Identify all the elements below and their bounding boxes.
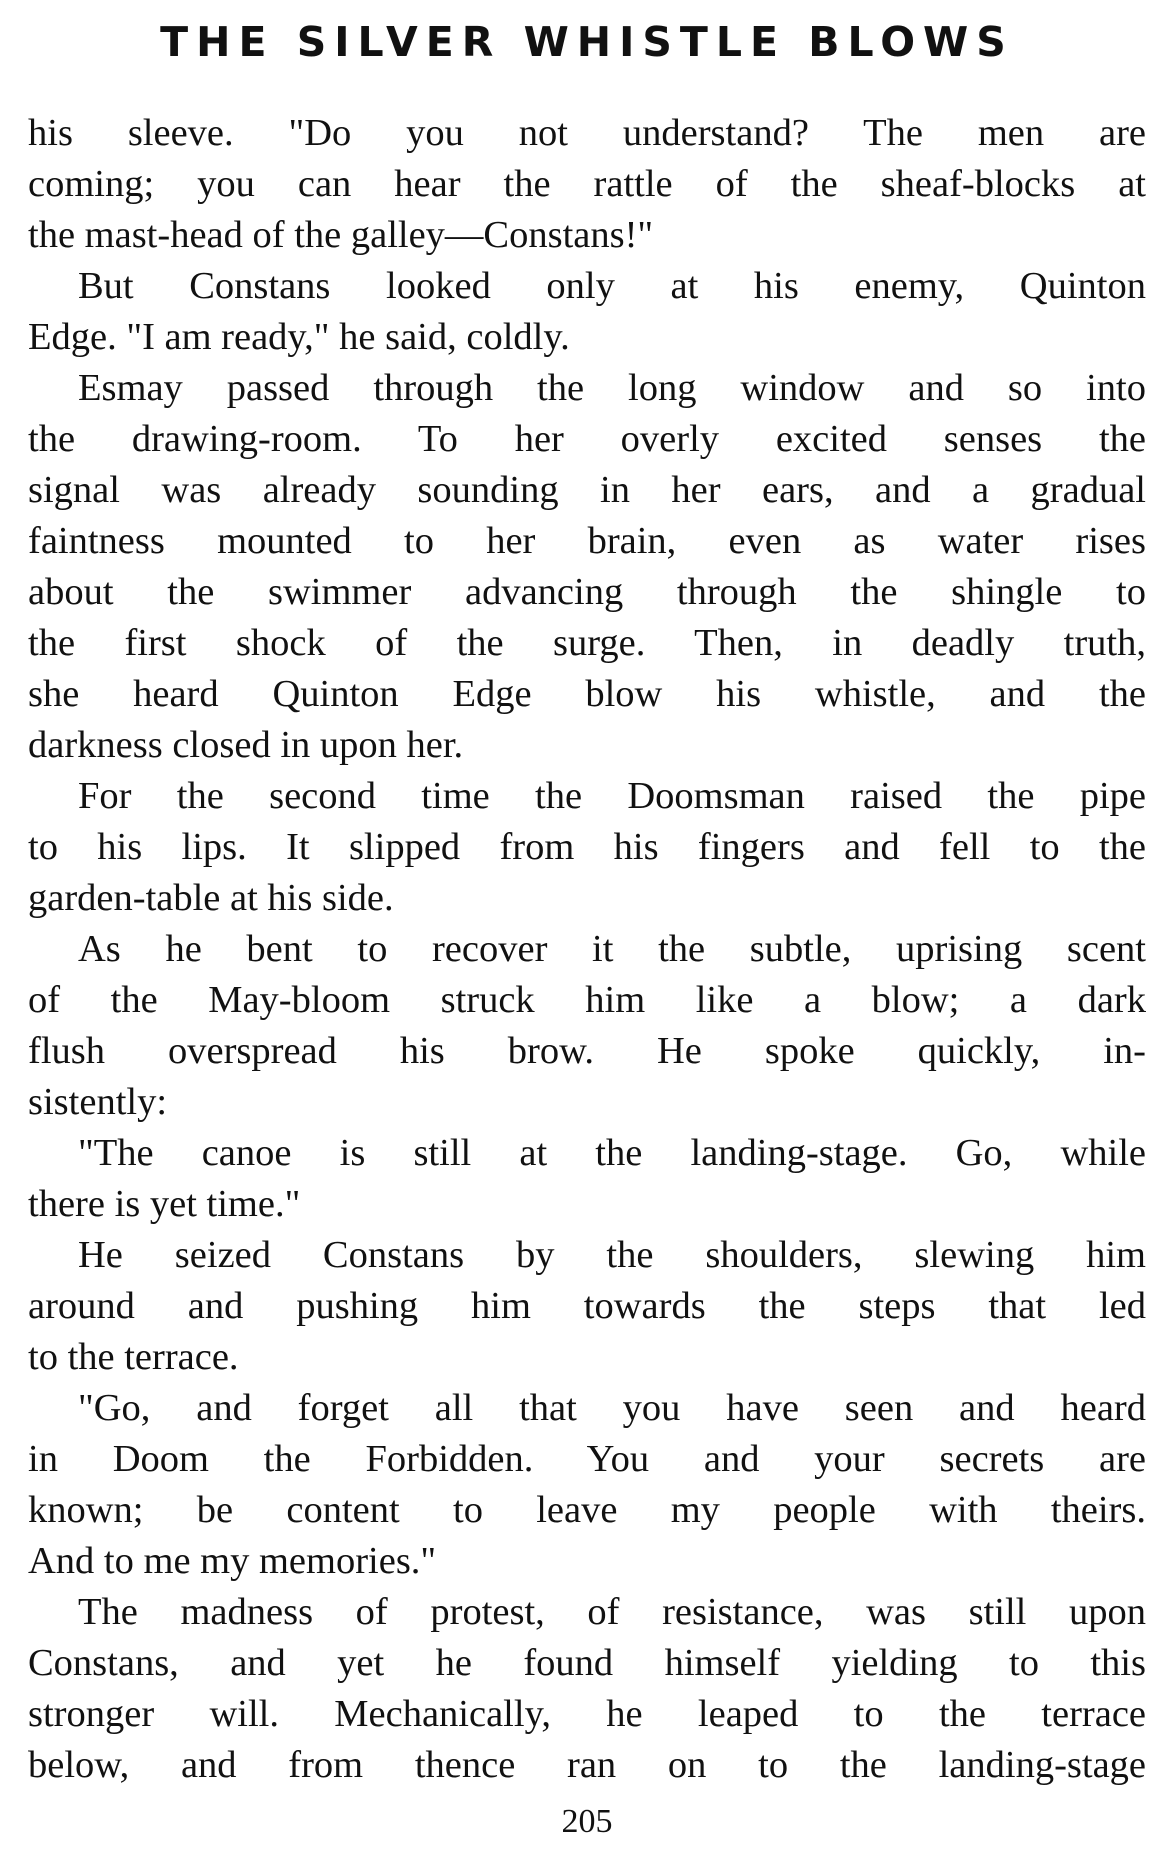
- text-line: "The canoe is still at the landing-stage. Go, while: [78, 1132, 1146, 1174]
- text-line: flush overspread his brow. He spoke quickly, in-: [28, 1030, 1146, 1072]
- text-line: around and pushing him towards the steps that led: [28, 1285, 1146, 1327]
- text-line: The madness of protest, of resistance, was still upon: [78, 1591, 1146, 1633]
- text-line: there is yet time.": [28, 1183, 301, 1225]
- text-line: about the swimmer advancing through the shingle to: [28, 571, 1146, 613]
- text-line: to his lips. It slipped from his fingers and fell to the: [28, 826, 1146, 868]
- page-number: 205: [561, 1803, 613, 1840]
- text-line: to the terrace.: [28, 1336, 239, 1378]
- text-line: sistently:: [28, 1081, 168, 1123]
- text-line: As he bent to recover it the subtle, uprising scent: [78, 928, 1146, 970]
- text-line: And to me my memories.": [28, 1540, 437, 1582]
- text-line: stronger will. Mechanically, he leaped to the terrace: [28, 1693, 1146, 1735]
- text-line: the drawing-room. To her overly excited senses the: [28, 418, 1146, 460]
- text-line: his sleeve. "Do you not understand? The men are: [28, 112, 1146, 154]
- text-line: But Constans looked only at his enemy, Quinton: [78, 265, 1146, 307]
- text-line: He seized Constans by the shoulders, slewing him: [78, 1234, 1146, 1276]
- text-line: Esmay passed through the long window and so into: [78, 367, 1146, 409]
- text-line: below, and from thence ran on to the landing-stage: [28, 1744, 1146, 1786]
- text-line: the first shock of the surge. Then, in deadly truth,: [28, 622, 1146, 664]
- body-text: [28, 108, 1146, 1791]
- text-line: Edge. "I am ready," he said, coldly.: [28, 316, 570, 358]
- running-head: THE SILVER WHISTLE BLOWS: [160, 18, 1014, 66]
- text-line: Constans, and yet he found himself yielding to this: [28, 1642, 1146, 1684]
- text-line: of the May-bloom struck him like a blow; a dark: [28, 979, 1146, 1021]
- text-line: For the second time the Doomsman raised the pipe: [78, 775, 1146, 817]
- text-line: in Doom the Forbidden. You and your secrets are: [28, 1438, 1146, 1480]
- text-line: known; be content to leave my people with theirs.: [28, 1489, 1146, 1531]
- text-line: the mast-head of the galley—Constans!": [28, 214, 654, 256]
- text-line: signal was already sounding in her ears, and a gradual: [28, 469, 1146, 511]
- text-line: faintness mounted to her brain, even as water rises: [28, 520, 1146, 562]
- text-line: darkness closed in upon her.: [28, 724, 464, 766]
- text-line: "Go, and forget all that you have seen and heard: [78, 1387, 1146, 1429]
- text-line: she heard Quinton Edge blow his whistle, and the: [28, 673, 1146, 715]
- text-line: coming; you can hear the rattle of the sheaf-blocks at: [28, 163, 1146, 205]
- text-line: garden-table at his side.: [28, 877, 394, 919]
